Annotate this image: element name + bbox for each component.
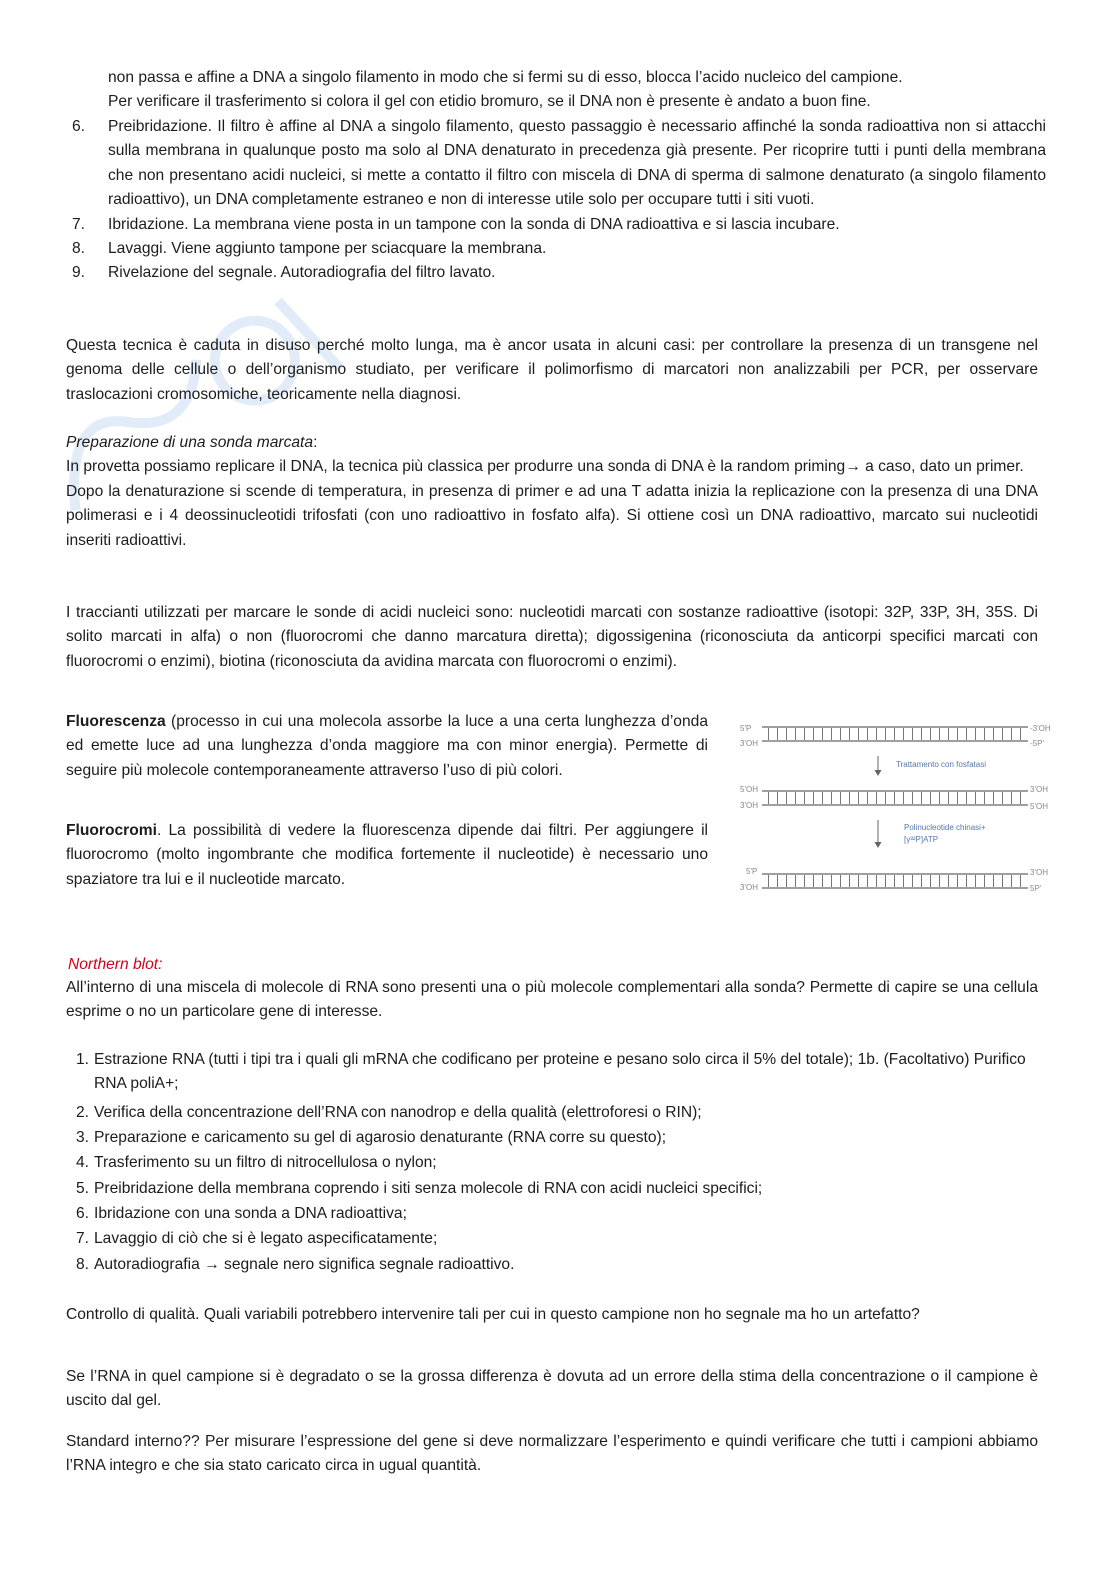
strand2-top-right-label: 3'OH bbox=[1030, 785, 1048, 794]
list-item-text: Lavaggi. Viene aggiunto tampone per sciacquare la membrana. bbox=[108, 240, 547, 258]
list-item-number: 4. bbox=[76, 1154, 90, 1172]
list-item-text: Trasferimento su un filtro di nitrocellulosa o nylon; bbox=[94, 1154, 437, 1172]
strand3-bottom-right-label: 5P' bbox=[1030, 884, 1042, 893]
strand3-top-right-label: 3'OH bbox=[1030, 868, 1048, 877]
list-item-number: 6. bbox=[76, 1205, 90, 1222]
right-arrow-icon: → bbox=[845, 458, 861, 476]
list-item-number: 7. bbox=[76, 1230, 90, 1248]
list-item-number: 6. bbox=[72, 118, 86, 135]
paragraph-fluorocromi bbox=[66, 819, 708, 892]
list-item bbox=[76, 1227, 1046, 1251]
down-arrow-icon bbox=[875, 820, 882, 848]
qc-paragraph-2: Se l’RNA in quel campione si è degradato o se la grossa differenza è dovuta ad un errore della stima della concentrazione o il campione è uscito dal gel. bbox=[66, 1368, 1038, 1410]
section-heading: Preparazione di una sonda marcata bbox=[66, 434, 314, 451]
term-fluorescenza: Fluorescenza bbox=[66, 713, 166, 730]
sonda-paragraph-1 bbox=[66, 455, 1038, 479]
dna-duplex-3 bbox=[740, 867, 1048, 893]
end-labelling-diagram bbox=[728, 712, 1058, 898]
strand2-top-left-label: 5'OH bbox=[740, 785, 758, 794]
list-item-text: Ibridazione. La membrana viene posta in un tampone con la sonda di DNA radioattiva e si lascia incubare. bbox=[108, 215, 840, 233]
step2-label-line2: [γ³²P]ATP bbox=[904, 835, 939, 844]
section-heading-colon: : bbox=[313, 434, 318, 451]
southern-steps-list bbox=[72, 115, 1046, 286]
strand1-bottom-left-label: 3'OH bbox=[740, 739, 758, 748]
qc-paragraph-1: Controllo di qualità. Quali variabili potrebbero intervenire tali per cui in questo campione non ho segnale ma ho un artefatto? bbox=[66, 1306, 920, 1323]
list-item-text: Preibridazione. Il filtro è affine al DNA a singolo filamento, questo passaggio è necessario affinché la sonda radioattiva non si attacchi sulla membrana in qualunque posto ma solo al DNA denaturato in precedenza già presente. Per ricoprire tutti i punti della membrana che non presentano acidi nucleici, si mette a contatto il filtro con miscela di DNA di sperma di salmone denaturato (a singolo filamento radioattivo), un DNA completamente estraneo e non di interesse utile solo per occupare tutti i siti vuoti. bbox=[108, 118, 1046, 209]
list-item bbox=[76, 1048, 1046, 1097]
list-item bbox=[72, 115, 1046, 213]
list-item-text: Estrazione RNA (tutti i tipi tra i quali gli mRNA che codificano per proteine e pesano solo circa il 5% del totale); 1b. (Facoltativo) Purifico RNA poliA+; bbox=[94, 1051, 1026, 1093]
paragraph-fluorescenza bbox=[66, 710, 708, 783]
list-item bbox=[72, 213, 1046, 237]
list-item bbox=[72, 261, 1046, 285]
continuation-line-2: Per verificare il trasferimento si colora il gel con etidio bromuro, se il DNA non è presente è andato a buon fine. bbox=[108, 93, 871, 111]
strand3-bottom-left-label: 3'OH bbox=[740, 883, 758, 892]
sonda-p1-text: In provetta possiamo replicare il DNA, la tecnica più classica per produrre una sonda di DNA è la random priming bbox=[66, 458, 846, 476]
list-item-text: Lavaggio di ciò che si è legato aspecificatamente; bbox=[94, 1230, 438, 1248]
list-item-number: 3. bbox=[76, 1129, 90, 1147]
list-item bbox=[76, 1126, 1046, 1150]
sonda-paragraph-2: Dopo la denaturazione si scende di temperatura, in presenza di primer e ad una T adatta inizia la replicazione con la presenza di una DNA polimerasi e i 4 deossinucleotidi trifosfati (con uno radioattivo in fosfato alfa). Si ottiene così un DNA radioattivo, marcato sui nucleotidi inseriti radioattivi. bbox=[66, 482, 1038, 549]
northern-heading: Northern blot: bbox=[68, 956, 163, 973]
dna-duplex-2 bbox=[740, 785, 1048, 811]
list-item bbox=[76, 1177, 1046, 1201]
qc-paragraph-3: Standard interno?? Per misurare l’espressione del gene si deve normalizzare l’esperimento e quindi verificare che tutti i campioni abbiamo l’RNA integro e che sia stato caricato circa in ugual quantità. bbox=[66, 1433, 1038, 1475]
list-item bbox=[76, 1253, 1046, 1277]
dna-duplex-1 bbox=[740, 724, 1051, 748]
northern-intro: All’interno di una miscela di molecole di RNA sono presenti una o più molecole complementari alla sonda? Permette di capire se una cellula esprime o no un particolare gene di interesse. bbox=[66, 979, 1038, 1021]
strand2-bottom-right-label: 5'OH bbox=[1030, 802, 1048, 811]
list-item-number: 9. bbox=[72, 264, 86, 282]
list-item bbox=[76, 1101, 1046, 1125]
step1-label: Trattamento con fosfatasi bbox=[896, 760, 986, 769]
strand3-top-left-label: 5'P bbox=[746, 867, 758, 876]
list-item-text: Rivelazione del segnale. Autoradiografia del filtro lavato. bbox=[108, 264, 496, 282]
list-item-number: 5. bbox=[76, 1179, 90, 1197]
down-arrow-icon bbox=[875, 756, 882, 776]
list-item-number: 7. bbox=[72, 215, 86, 233]
fluorocromi-text: . La possibilità di vedere la fluorescenza dipende dai filtri. Per aggiungere il fluorocromo (molto ingombrante che modifica fortemente il nucleotide) è necessario uno spaziatore tra lui e il nucleotide marcato. bbox=[66, 822, 708, 888]
list-item-text: Ibridazione con una sonda a DNA radioattiva; bbox=[94, 1205, 407, 1222]
list-item-text: Preparazione e caricamento su gel di agarosio denaturante (RNA corre su questo); bbox=[94, 1129, 667, 1147]
list-item-text: Verifica della concentrazione dell’RNA con nanodrop e della qualità (elettroforesi o RIN); bbox=[94, 1103, 702, 1121]
list-item-number: 2. bbox=[76, 1103, 90, 1121]
list-continuation bbox=[108, 66, 1048, 115]
term-fluorocromi: Fluorocromi bbox=[66, 822, 157, 839]
list-item-number: 8. bbox=[72, 240, 86, 258]
paragraph-disuso: Questa tecnica è caduta in disuso perché molto lunga, ma è ancor usata in alcuni casi: per controllare la presenza di un transgene nel genoma delle cellule o dell’organismo studiato, per verificare il polimorfismo di marcatori non analizzabili per PCR, per osservare traslocazioni cromosomiche, teoricamente nella diagnosi. bbox=[66, 337, 1038, 403]
strand2-bottom-left-label: 3'OH bbox=[740, 801, 758, 810]
list-item bbox=[76, 1202, 1046, 1226]
list-item-text: Preibridazione della membrana coprendo i siti senza molecole di RNA con acidi nucleici specifici; bbox=[94, 1179, 763, 1197]
paragraph-traccianti: I traccianti utilizzati per marcare le sonde di acidi nucleici sono: nucleotidi marcati con sostanze radioattive (isotopi: 32P, 33P, 3H, 35S. Di solito marcati in alfa) o non (fluorocromi che danno marcatura diretta); digossigenina (riconosciuta da anticorpi specifici marcati con fluorocromi o enzimi), biotina (riconosciuta da avidina marcata con fluorocromi o enzimi). bbox=[66, 604, 1038, 670]
list-item-number: 8. bbox=[76, 1255, 90, 1273]
list-item-number: 1. bbox=[76, 1051, 90, 1068]
continuation-line-1: non passa e affine a DNA a singolo filamento in modo che si fermi su di esso, blocca l’acido nucleico del campione. bbox=[108, 69, 903, 86]
northern-steps-list bbox=[76, 1048, 1046, 1278]
strand1-top-left-label: 5'P bbox=[740, 724, 752, 733]
strand1-bottom-right-label: -5P' bbox=[1030, 739, 1044, 748]
list-item-text: Autoradiografia → segnale nero significa segnale radioattivo. bbox=[94, 1255, 515, 1273]
list-item bbox=[72, 237, 1046, 261]
sonda-p1-text-end: a caso, dato un primer. bbox=[860, 458, 1024, 476]
step2-label-line1: Polinucleotide chinasi+ bbox=[904, 823, 986, 832]
fluorescenza-text: (processo in cui una molecola assorbe la luce a una certa lunghezza d’onda ed emette luce ad una lunghezza d’onda maggiore ma con minor energia). Permette di seguire più molecole contemporaneamente attraverso l’uso di più colori. bbox=[66, 713, 708, 779]
strand1-top-right-label: -3'OH bbox=[1030, 724, 1051, 733]
list-item bbox=[76, 1151, 1046, 1175]
section-sonda bbox=[66, 431, 1038, 553]
